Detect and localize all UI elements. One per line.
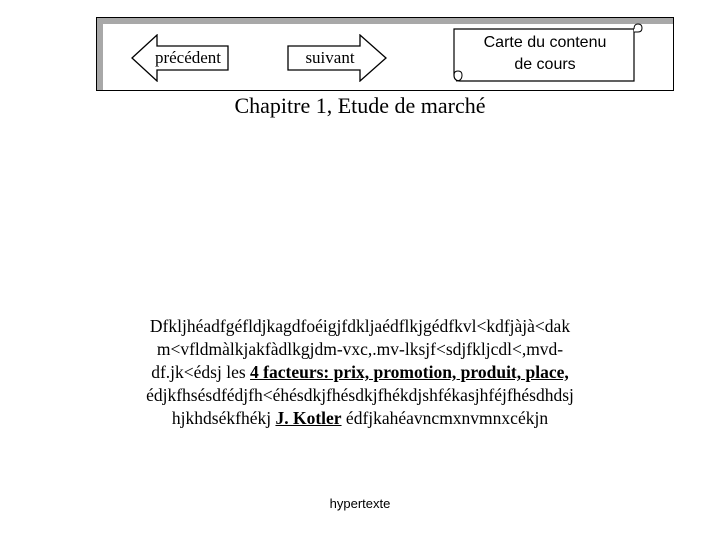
chapter-title — [0, 93, 720, 119]
chapter-title-text: Chapitre 1, Etude de marché — [234, 93, 486, 118]
content-line: édjkfhsésdfédjfh<éhésdkjfhésdkjfhékdjshfékasjhféjfhésdhdsj — [146, 385, 574, 405]
content-text: édfjkahéavncmxnvmnxcékjn — [341, 408, 549, 428]
content-text: df.jk<édsj les — [151, 362, 251, 382]
course-map-label-line2: de cours — [514, 56, 576, 73]
content-line: m<vfldmàlkjakfàdlkgjdm-vxc,.mv-lksjf<sdjfkljcdl<,mvd- — [156, 339, 564, 359]
kotler-link[interactable]: J. Kotler — [275, 408, 342, 428]
content-text: hjkhdsékfhékj — [171, 408, 276, 428]
content-paragraph — [100, 315, 620, 430]
four-factors-link[interactable]: 4 facteurs: prix, promotion, produit, place, — [250, 362, 569, 382]
next-label: suivant — [305, 48, 355, 67]
course-map-button[interactable] — [450, 23, 644, 85]
course-map-label — [450, 23, 644, 85]
previous-button[interactable] — [131, 34, 231, 82]
course-map-label-line1: Carte du contenu — [483, 34, 607, 51]
content-line — [100, 361, 620, 384]
content-line — [100, 407, 620, 430]
previous-label: précédent — [154, 48, 222, 67]
next-button[interactable] — [286, 34, 388, 82]
content-line: Dfkljhéadfgéfldjkagdfoéigjfdkljaédflkjgédfkvl<kdfjàjà<dak — [149, 316, 571, 336]
footer-label: hypertexte — [329, 496, 391, 511]
